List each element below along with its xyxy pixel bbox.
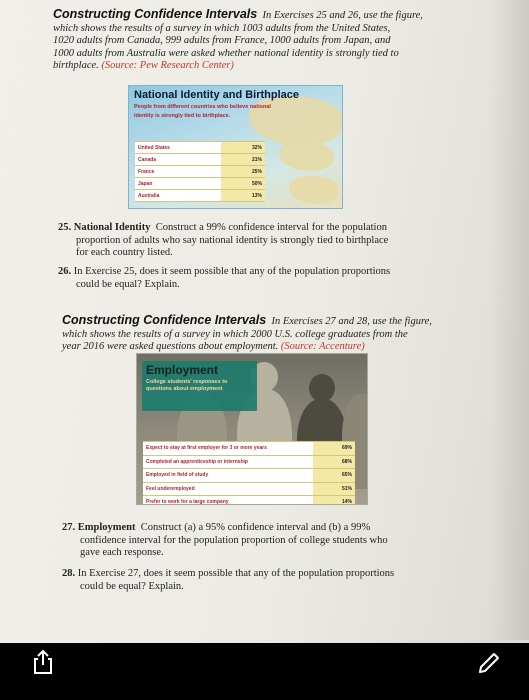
graduate-silhouette	[309, 374, 335, 402]
national-identity-figure	[128, 85, 343, 209]
exercise-27: 27. Employment Construct (a) a 95% confidence interval and (b) a 99% confidence interval for the population proportion of college students who gave each response.	[62, 522, 388, 558]
figure1-subtitle: People from different countries who believe national identity is strongly tied to birthplace.	[134, 104, 271, 119]
table-row: Australia 13%	[135, 190, 265, 202]
table-row: Completed an apprenticeship or internship 68%	[143, 455, 355, 469]
table-row: Employed in field of study 65%	[143, 469, 355, 483]
table-row: France 25%	[135, 166, 265, 178]
figure1-title: National Identity and Birthplace	[134, 89, 300, 101]
map-landmass	[279, 141, 334, 171]
exercise-27-title: Employment	[77, 522, 136, 533]
exercise-26: 26. In Exercise 25, does it seem possible that any of the population proportions could be equal? Explain.	[58, 266, 391, 290]
figure1-table	[135, 141, 265, 202]
exercise-25-title: National Identity	[73, 222, 151, 233]
table-row: United States 32%	[135, 142, 265, 154]
employment-title-box	[142, 361, 257, 411]
section1-heading: Constructing Confidence Intervals	[53, 7, 258, 21]
exercise-25: 25. National Identity Construct a 99% confidence interval for the population proportion of adults who say national identity is strongly tied to birthplace for each country listed.	[58, 222, 389, 258]
section1-intro: Constructing Confidence Intervals In Exercises 25 and 26, use the figure, which shows the results of a survey in which 1003 adults from the United States, 1020 adults from Canada, 999 adults from France, 1000 adults from Japan, and 1000 adults from Australia were asked whether national identity is strongly tied to birthplace. (Source: Pew Research Center)	[53, 7, 423, 71]
edit-pencil-icon[interactable]	[476, 650, 502, 676]
figure2-subtitle: College students' responses to questions about employment	[146, 379, 228, 392]
section2-source: (Source: Accenture)	[280, 341, 365, 352]
table-row: Canada 21%	[135, 154, 265, 166]
bottom-toolbar	[0, 643, 529, 700]
employment-figure	[136, 353, 368, 505]
table-row: Feel underemployed 51%	[143, 482, 355, 496]
table-row: Prefer to work for a large company 14%	[143, 496, 355, 506]
map-landmass	[289, 176, 339, 204]
exercise-28: 28. In Exercise 27, does it seem possible that any of the population proportions could be equal? Explain.	[62, 568, 395, 592]
share-icon[interactable]	[30, 649, 56, 675]
figure2-title: Employment	[146, 363, 219, 377]
section1-source: (Source: Pew Research Center)	[101, 60, 234, 71]
page-shadow	[489, 0, 529, 640]
section2-heading: Constructing Confidence Intervals	[62, 313, 267, 327]
table-row: Japan 50%	[135, 178, 265, 190]
section2-intro: Constructing Confidence Intervals In Exercises 27 and 28, use the figure, which shows the results of a survey in which 2000 U.S. college graduates from the year 2016 were asked questions about employment. (Source: Accenture)	[62, 313, 432, 352]
table-row: Expect to stay at first employer for 3 or more years 69%	[143, 442, 355, 456]
figure2-table	[143, 441, 355, 505]
